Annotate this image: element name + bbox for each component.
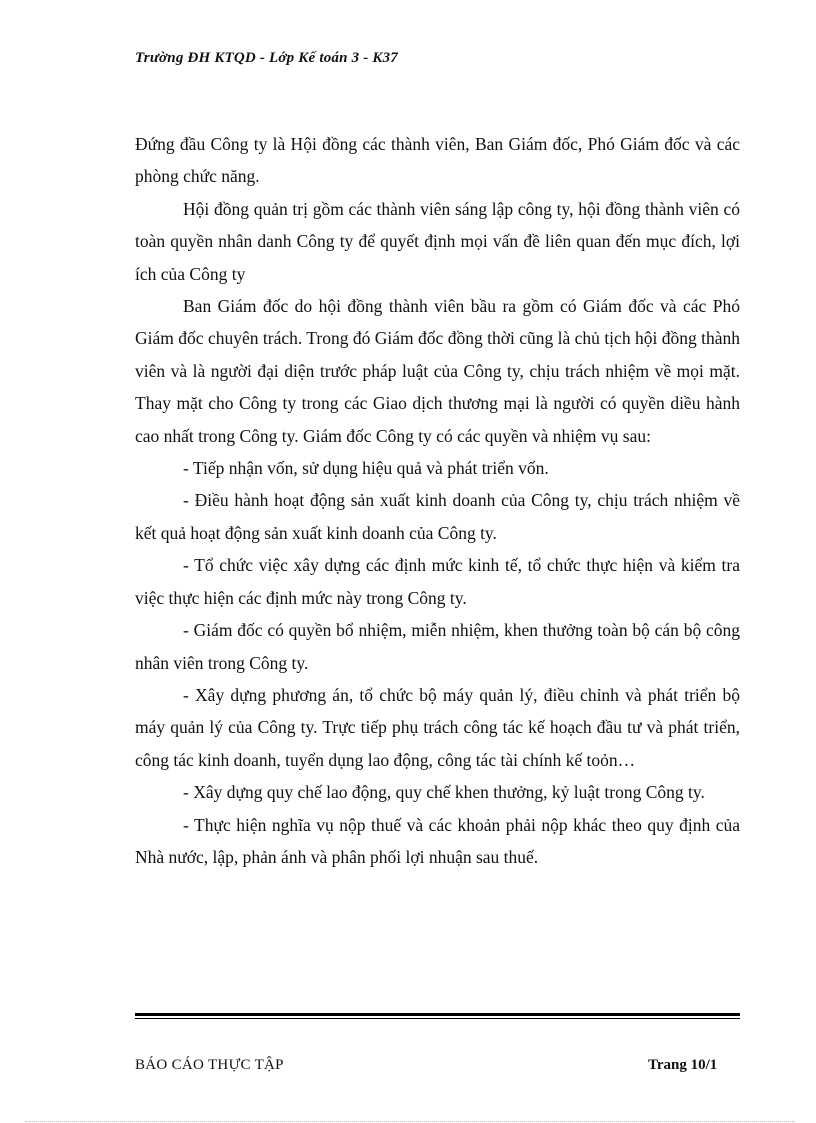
list-item: - Điều hành hoạt động sản xuất kinh doanh của Công ty, chịu trách nhiệm về kết quả hoạt động sản xuất kinh doanh của Công ty. (135, 490, 740, 543)
paragraph: Đứng đầu Công ty là Hội đồng các thành viên, Ban Giám đốc, Phó Giám đốc và các phòng chức năng. (135, 134, 740, 187)
footer-title: BÁO CÁO THỰC TẬP (135, 1057, 284, 1073)
page-edge (25, 1121, 795, 1122)
footer-divider-thin (135, 1018, 740, 1019)
list-item: - Thực hiện nghĩa vụ nộp thuế và các khoản phải nộp khác theo quy định của Nhà nước, lập, phản ánh và phân phối lợi nhuận sau thuế. (135, 814, 740, 867)
paragraph: Hội đồng quản trị gồm các thành viên sáng lập công ty, hội đồng thành viên có toàn quyền nhân danh Công ty để quyết định mọi vấn đề liên quan đến mục đích, lợi ích của Công ty (135, 198, 740, 284)
paragraph: Ban Giám đốc do hội đồng thành viên bầu ra gồm có Giám đốc và các Phó Giám đốc chuyên trách. Trong đó Giám đốc đồng thời cũng là chủ tịch hội đồng thành viên và là người đại diện trước pháp luật của Công ty, chịu trách nhiệm về mọi mặt. Thay mặt cho Công ty trong các Giao dịch thương mại là người có quyền diều hành cao nhất trong Công ty. Giám đốc Công ty có các quyền và nhiệm vụ sau: (135, 296, 740, 446)
footer-divider-thick (135, 1013, 740, 1016)
list-item: - Tiếp nhận vốn, sử dụng hiệu quả và phát triển vốn. (183, 458, 549, 479)
list-item: - Xây dựng phương án, tổ chức bộ máy quản lý, điều chỉnh và phát triển bộ máy quản lý của Công ty. Trực tiếp phụ trách công tác kế hoạch đầu tư và phát triển, công tác kinh doanh, tuyển dụng lao động, công tác tài chính kế toỏn… (135, 684, 740, 770)
page-number: Trang 10/1 (648, 1057, 718, 1073)
list-item: - Xây dựng quy chế lao động, quy chế khen thưởng, kỷ luật trong Công ty. (183, 782, 705, 803)
list-item: - Tổ chức việc xây dựng các định mức kinh tế, tổ chức thực hiện và kiểm tra việc thực hiện các định mức này trong Công ty. (135, 555, 740, 608)
list-item: - Giám đốc có quyền bổ nhiệm, miễn nhiệm, khen thưởng toàn bộ cán bộ công nhân viên trong Công ty. (135, 620, 740, 673)
page-header: Trường ĐH KTQD - Lớp Kế toán 3 - K37 (135, 50, 398, 66)
document-body (135, 128, 740, 873)
